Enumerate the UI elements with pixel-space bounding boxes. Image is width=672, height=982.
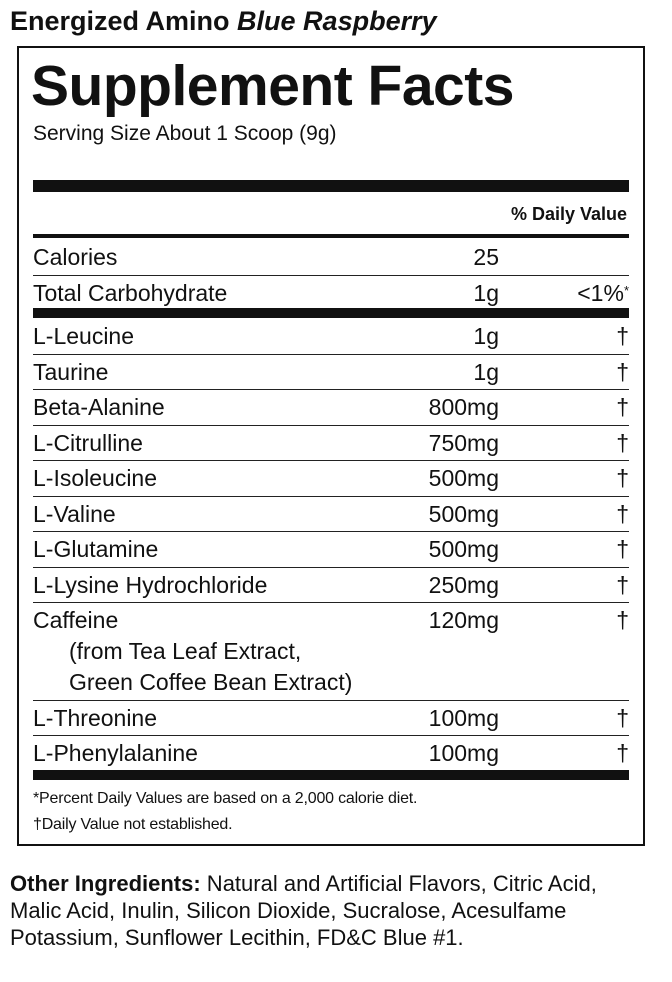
facts-row: [33, 603, 629, 701]
ingredient-source-note: (from Tea Leaf Extract,: [69, 638, 302, 664]
facts-heading: Supplement Facts: [31, 54, 514, 118]
ingredient-daily-value: [616, 461, 629, 495]
ingredient-amount: 1g: [473, 323, 499, 349]
ingredient-amount: 100mg: [428, 740, 499, 766]
facts-row: [33, 461, 629, 495]
facts-row: [33, 426, 629, 460]
facts-row: [33, 568, 629, 602]
ingredient-source-note: Green Coffee Bean Extract): [69, 669, 353, 695]
daily-value-text: <1%: [577, 279, 624, 306]
daily-value-text: †: [616, 704, 629, 731]
ingredient-amount: 500mg: [428, 465, 499, 491]
serving-size: Serving Size About 1 Scoop (9g): [33, 122, 337, 145]
daily-value-text: †: [616, 536, 629, 562]
ingredient-amount: 500mg: [428, 536, 499, 562]
ingredient-amount: 500mg: [428, 500, 499, 527]
ingredient-daily-value: [616, 532, 629, 566]
facts-row: [33, 701, 629, 735]
ingredient-name: L-Phenylalanine: [33, 740, 198, 766]
ingredient-name: Caffeine: [33, 607, 119, 633]
ingredient-name: Total Carbohydrate: [33, 279, 228, 306]
ingredient-amount: 100mg: [428, 704, 499, 731]
facts-row: [33, 240, 629, 274]
ingredient-amount: 1g: [473, 358, 499, 385]
other-ingredients: [10, 870, 610, 951]
ingredient-amount: 25: [473, 244, 499, 270]
daily-value-footnote-mark: *: [623, 282, 629, 298]
supplement-facts-panel: [17, 46, 645, 846]
ingredient-name: L-Threonine: [33, 704, 158, 731]
daily-value-header: % Daily Value: [510, 204, 627, 224]
daily-value-text: †: [616, 607, 629, 633]
daily-value-text: †: [616, 323, 629, 349]
daily-value-text: †: [616, 429, 629, 456]
ingredient-amount: 800mg: [428, 394, 499, 420]
ingredient-daily-value: [616, 568, 629, 602]
facts-row: [33, 355, 629, 389]
thick-divider: [33, 180, 629, 192]
ingredient-daily-value: [616, 701, 629, 735]
ingredient-amount: 120mg: [428, 607, 499, 633]
other-ingredients-text: Natural and Artificial Flavors, Citric Acid, Malic Acid, Inulin, Silicon Dioxide, Sucralose, Acesulfame Potassium, Sunflower Lecithin, FD&C Blue #1.: [10, 871, 597, 950]
ingredient-name: L-Valine: [33, 500, 116, 527]
daily-value-text: †: [616, 465, 629, 491]
facts-row: [33, 736, 629, 770]
other-ingredients-label: Other Ingredients:: [10, 871, 201, 896]
ingredient-name: L-Citrulline: [33, 429, 143, 456]
facts-row: [33, 276, 629, 310]
ingredient-amount: 750mg: [428, 429, 499, 456]
ingredient-name: Beta-Alanine: [33, 394, 165, 420]
facts-row: [33, 497, 629, 531]
section-divider: [33, 308, 629, 318]
product-name: Energized Amino: [10, 6, 230, 36]
daily-value-text: †: [616, 500, 629, 527]
daily-value-text: †: [616, 571, 629, 598]
daily-value-text: †: [616, 740, 629, 766]
ingredient-daily-value: [616, 355, 629, 389]
ingredient-daily-value: [616, 736, 629, 770]
product-title: [10, 6, 437, 37]
ingredient-name: Taurine: [33, 358, 109, 385]
ingredient-daily-value: [616, 426, 629, 460]
bottom-divider: [33, 770, 629, 780]
daily-value-text: †: [616, 394, 629, 420]
footnote-dv-basis: *Percent Daily Values are based on a 2,000 calorie diet.: [33, 790, 418, 807]
ingredient-daily-value: [616, 319, 629, 353]
ingredient-name: L-Leucine: [33, 323, 135, 349]
header-divider: [33, 234, 629, 238]
product-flavor: Blue Raspberry: [237, 6, 437, 36]
ingredient-daily-value: [577, 276, 629, 310]
ingredient-daily-value: [616, 603, 629, 637]
ingredient-name: Calories: [33, 244, 118, 270]
ingredient-name: L-Isoleucine: [33, 465, 158, 491]
footnote-dv-not-established: †Daily Value not established.: [33, 816, 233, 833]
daily-value-text: †: [616, 358, 629, 385]
facts-row: [33, 319, 629, 353]
ingredient-amount: 1g: [473, 279, 499, 306]
facts-row: [33, 390, 629, 424]
ingredient-amount: 250mg: [428, 571, 499, 598]
ingredient-daily-value: [616, 390, 629, 424]
ingredient-daily-value: [616, 497, 629, 531]
facts-row: [33, 532, 629, 566]
ingredient-name: L-Lysine Hydrochloride: [33, 571, 268, 598]
ingredient-name: L-Glutamine: [33, 536, 159, 562]
